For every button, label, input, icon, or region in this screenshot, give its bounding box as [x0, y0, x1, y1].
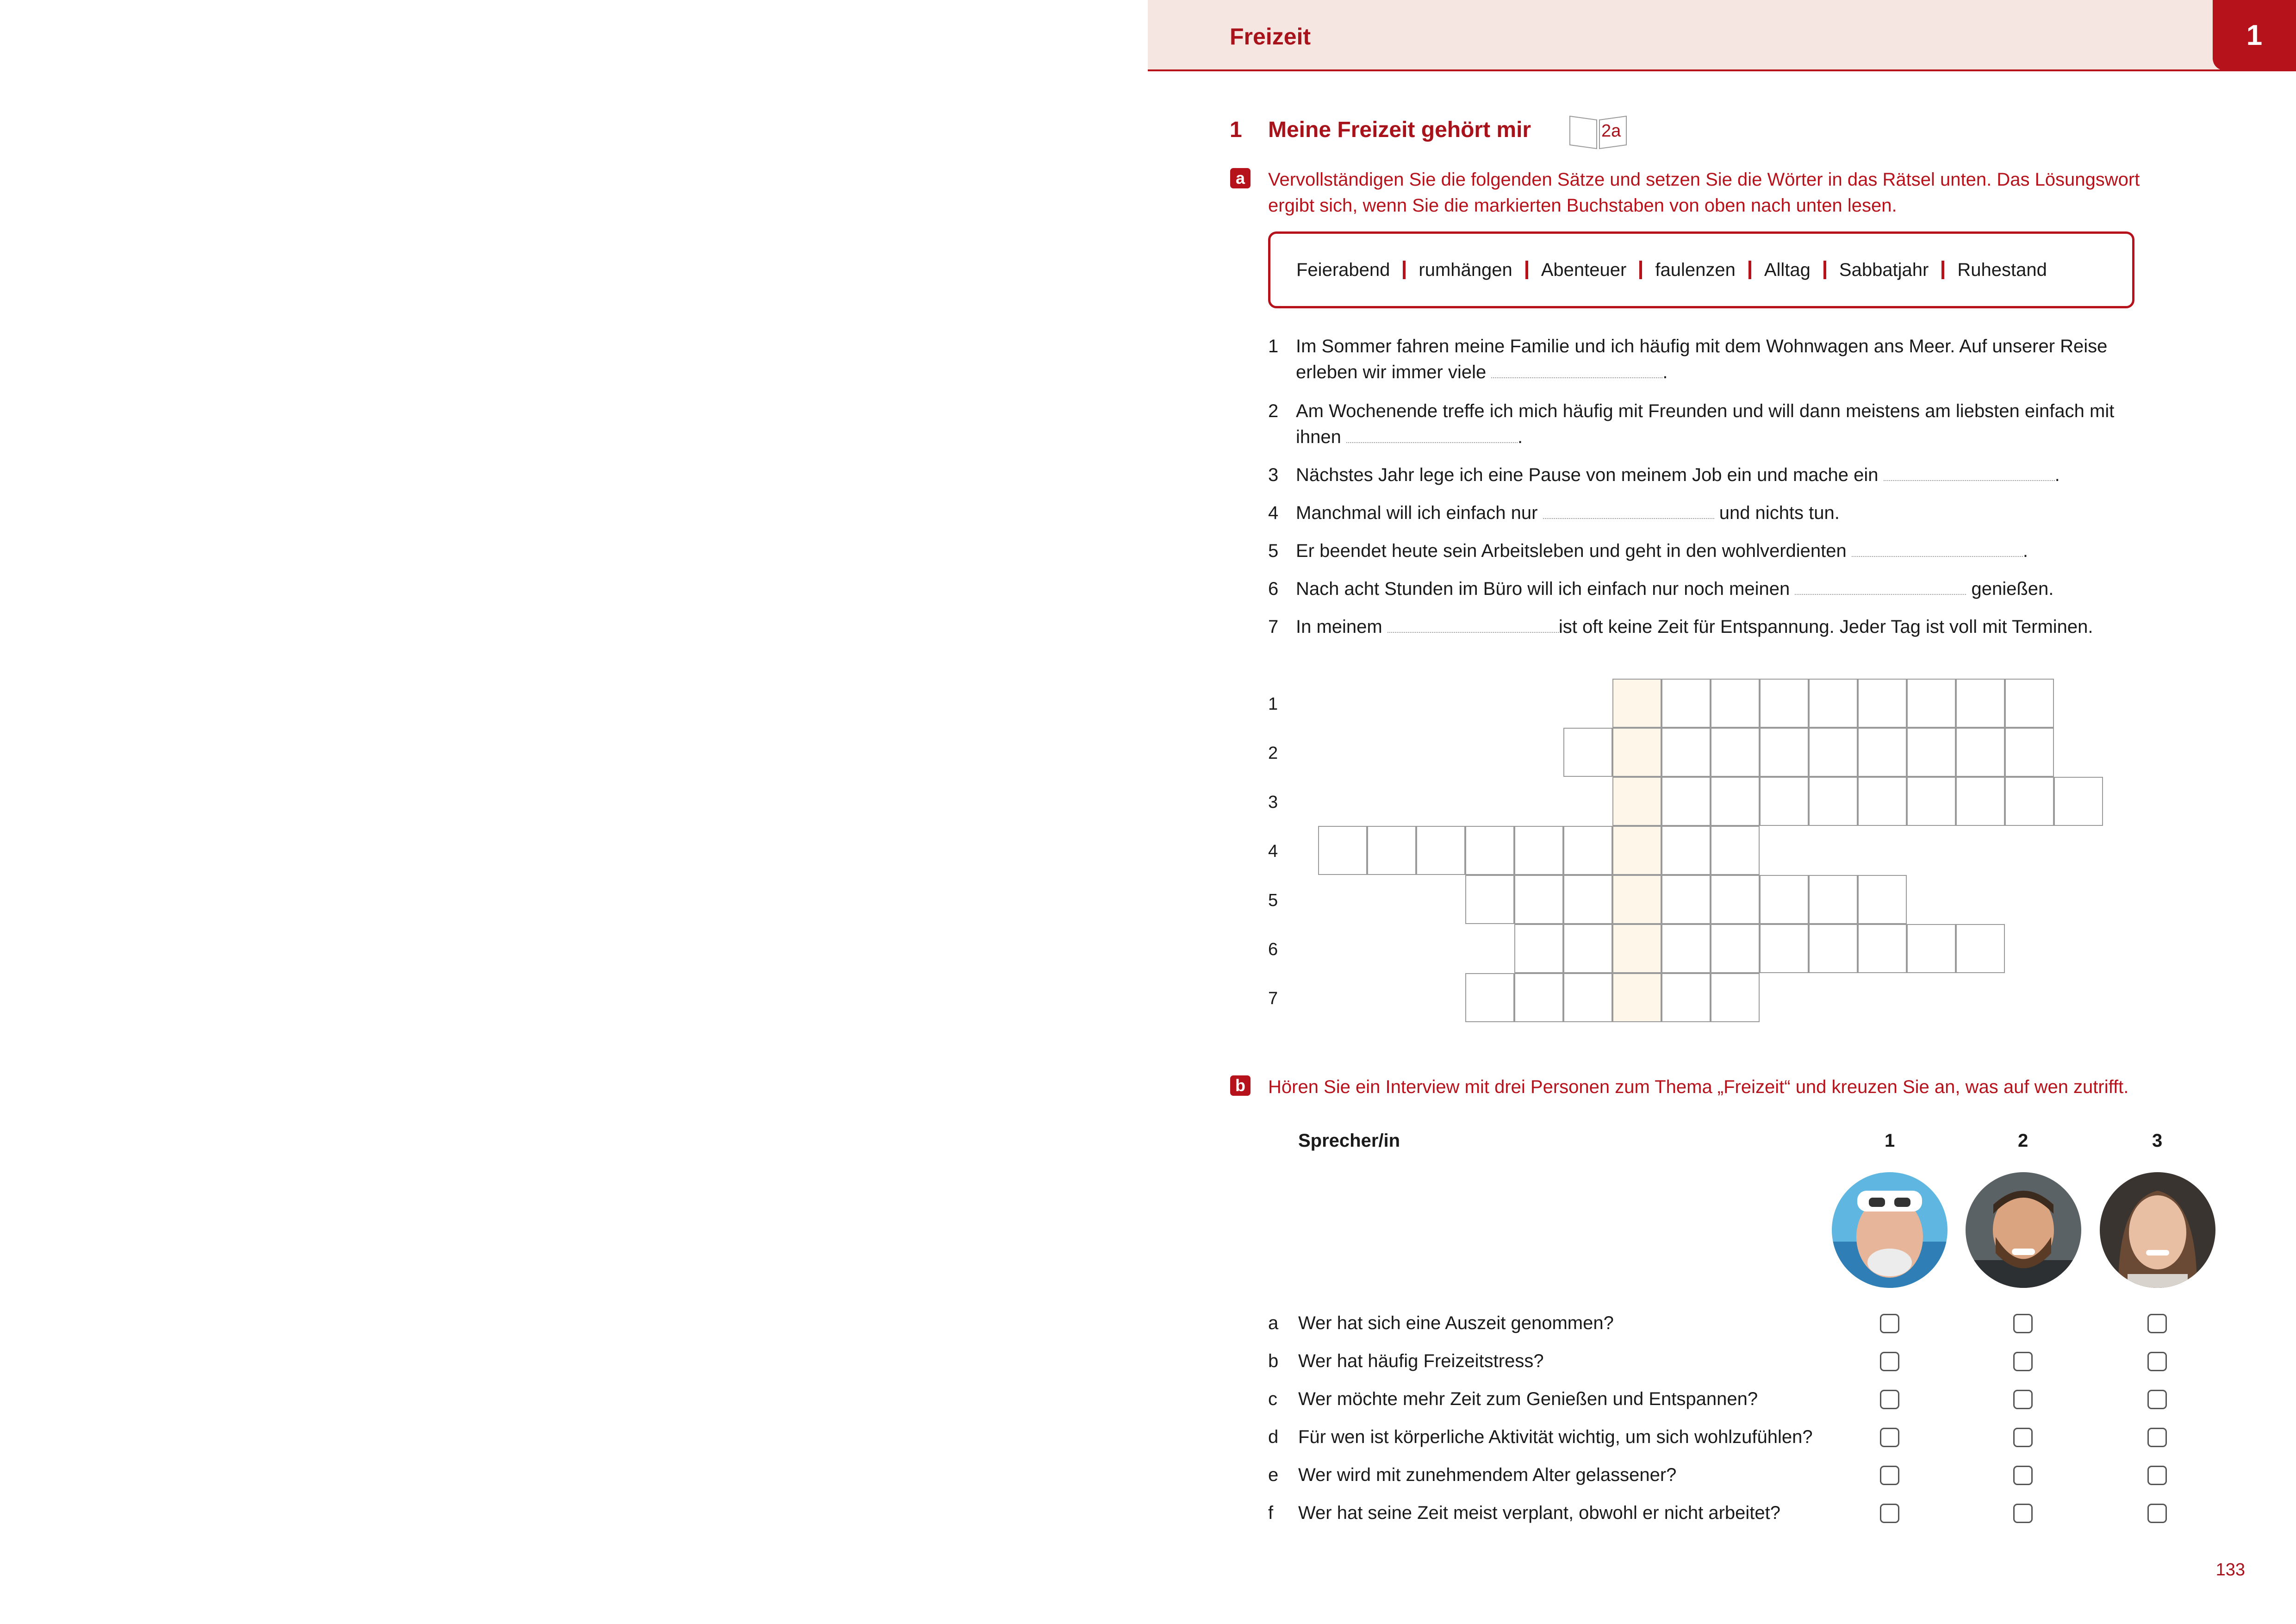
- crossword-cell[interactable]: [1711, 875, 1760, 924]
- crossword-solution-cell[interactable]: [1612, 728, 1661, 777]
- crossword-solution-cell[interactable]: [1612, 875, 1661, 924]
- crossword-row-number: 7: [1268, 989, 1278, 1008]
- crossword-cell[interactable]: [1563, 973, 1612, 1022]
- word-item: Ruhestand: [1957, 259, 2047, 280]
- question-letter: a: [1268, 1313, 1279, 1333]
- word-item: Alltag: [1764, 259, 1811, 280]
- crossword-cell[interactable]: [1318, 826, 1367, 875]
- question-text: Für wen ist körperliche Aktivität wichtig, um sich wohlzufühlen?: [1298, 1427, 1813, 1447]
- question-text: Wer hat seine Zeit meist verplant, obwohl er nicht arbeitet?: [1298, 1503, 1780, 1523]
- speaker-number-1: 1: [1885, 1131, 1895, 1151]
- speaker-3-checkbox[interactable]: [2147, 1314, 2167, 1333]
- crossword-row-number: 1: [1268, 694, 1278, 714]
- instruction-line: ergibt sich, wenn Sie die markierten Buchstaben von oben nach unten lesen.: [1268, 195, 1897, 216]
- crossword-cell[interactable]: [1956, 777, 2005, 826]
- crossword-cell[interactable]: [2005, 728, 2054, 777]
- word-item: Abenteuer: [1541, 259, 1627, 280]
- word-item: rumhängen: [1419, 259, 1512, 280]
- sentence-part: Am Wochenende treffe ich mich häufig mit Freunden und will dann meistens am liebsten einfach mit ihnen: [1296, 401, 2115, 447]
- crossword-cell[interactable]: [1760, 728, 1809, 777]
- crossword-cell[interactable]: [1858, 728, 1907, 777]
- crossword-cell[interactable]: [1416, 826, 1465, 875]
- page-number: 133: [2215, 1560, 2245, 1580]
- answer-blank[interactable]: [1543, 505, 1714, 519]
- crossword-solution-cell[interactable]: [1612, 826, 1661, 875]
- crossword-cell[interactable]: [2005, 777, 2054, 826]
- sentence-text: [1296, 614, 2147, 640]
- crossword-solution-cell[interactable]: [1612, 777, 1661, 826]
- crossword-cell[interactable]: [1956, 728, 2005, 777]
- crossword-row-number: 6: [1268, 940, 1278, 959]
- speaker-1-checkbox[interactable]: [1880, 1314, 1899, 1333]
- crossword-cell[interactable]: [1563, 728, 1612, 777]
- crossword-cell[interactable]: [1907, 728, 1956, 777]
- crossword-cell[interactable]: [1809, 777, 1858, 826]
- crossword-cell[interactable]: [1858, 679, 1907, 728]
- answer-blank[interactable]: [1884, 467, 2055, 481]
- sentence-text: [1296, 500, 2147, 526]
- crossword-cell[interactable]: [2005, 679, 2054, 728]
- crossword-cell[interactable]: [1465, 875, 1514, 924]
- crossword-cell[interactable]: [1465, 973, 1514, 1022]
- crossword-cell[interactable]: [1661, 826, 1711, 875]
- crossword-cell[interactable]: [1809, 728, 1858, 777]
- question-text: Wer möchte mehr Zeit zum Genießen und Entspannen?: [1298, 1389, 1758, 1409]
- speaker-1-checkbox[interactable]: [1880, 1390, 1899, 1409]
- word-separator: [1748, 261, 1751, 279]
- sentence-part: und nichts tun.: [1719, 503, 1840, 523]
- crossword-cell[interactable]: [1711, 728, 1760, 777]
- crossword-cell[interactable]: [1760, 875, 1809, 924]
- speaker-3-photo: [2100, 1172, 2215, 1288]
- sentence-part: Im Sommer fahren meine Familie und ich häufig mit dem Wohnwagen ans Meer. Auf unserer Reise erleben wir immer viele: [1296, 336, 2108, 382]
- word-separator: [1525, 261, 1528, 279]
- chapter-number-tab: 1: [2213, 0, 2296, 70]
- chapter-title: Freizeit: [1230, 24, 1311, 50]
- speaker-3-checkbox[interactable]: [2147, 1352, 2167, 1371]
- crossword-cell[interactable]: [1661, 924, 1711, 973]
- crossword-cell[interactable]: [1711, 924, 1760, 973]
- speaker-number-2: 2: [2018, 1131, 2028, 1151]
- speaker-2-photo: [1966, 1172, 2081, 1288]
- exercise-number: 1: [1230, 118, 1242, 142]
- crossword-row-number: 4: [1268, 842, 1278, 861]
- sentence-part: genießen.: [1971, 579, 2054, 599]
- crossword-cell[interactable]: [1760, 777, 1809, 826]
- sentence-number: 6: [1268, 579, 1279, 599]
- crossword-solution-cell[interactable]: [1612, 973, 1661, 1022]
- question-text: Wer hat häufig Freizeitstress?: [1298, 1351, 1544, 1371]
- sentence-text: [1296, 462, 2147, 488]
- crossword-cell[interactable]: [1858, 777, 1907, 826]
- question-letter: c: [1268, 1389, 1277, 1409]
- sentence-number: 2: [1268, 401, 1279, 421]
- sentence-text: [1296, 576, 2147, 602]
- sentence-part: Nächstes Jahr lege ich eine Pause von meinem Job ein und mache ein: [1296, 465, 1879, 485]
- word-box: [1268, 231, 2134, 308]
- speaker-3-checkbox[interactable]: [2147, 1466, 2167, 1485]
- instruction-line: Vervollständigen Sie die folgenden Sätze und setzen Sie die Wörter in das Rätsel unten. Das Lösungswort: [1268, 169, 2140, 190]
- crossword-row-number: 3: [1268, 793, 1278, 812]
- speaker-3-checkbox[interactable]: [2147, 1504, 2167, 1523]
- speaker-1-checkbox[interactable]: [1880, 1466, 1899, 1485]
- question-letter: e: [1268, 1465, 1279, 1485]
- task-a-instruction: [1268, 167, 2140, 219]
- crossword-cell[interactable]: [2054, 777, 2103, 826]
- crossword-cell[interactable]: [1563, 826, 1612, 875]
- sentence-part: .: [2054, 465, 2060, 485]
- question-letter: f: [1268, 1503, 1274, 1523]
- word-separator: [1941, 261, 1944, 279]
- workbook-page: [1148, 0, 2296, 1624]
- crossword-cell[interactable]: [1711, 679, 1760, 728]
- answer-blank[interactable]: [1491, 364, 1662, 378]
- answer-blank[interactable]: [1795, 581, 1966, 595]
- task-a-badge: a: [1230, 168, 1251, 188]
- speaker-1-checkbox[interactable]: [1880, 1428, 1899, 1447]
- crossword-cell[interactable]: [1661, 728, 1711, 777]
- task-b-badge: b: [1230, 1075, 1251, 1096]
- speaker-3-checkbox[interactable]: [2147, 1390, 2167, 1409]
- question-text: Wer hat sich eine Auszeit genommen?: [1298, 1313, 1614, 1333]
- word-item: Feierabend: [1296, 259, 1390, 280]
- crossword-cell[interactable]: [1907, 679, 1956, 728]
- word-item: Sabbatjahr: [1839, 259, 1929, 280]
- answer-blank[interactable]: [1346, 429, 1518, 443]
- crossword-cell[interactable]: [1809, 679, 1858, 728]
- crossword-cell[interactable]: [1563, 924, 1612, 973]
- sentence-part: In meinem: [1296, 617, 1382, 637]
- exercise-title: Meine Freizeit gehört mir: [1268, 118, 1531, 142]
- speaker-3-checkbox[interactable]: [2147, 1428, 2167, 1447]
- crossword-cell[interactable]: [1465, 826, 1514, 875]
- crossword-cell[interactable]: [1514, 973, 1563, 1022]
- crossword-solution-cell[interactable]: [1612, 679, 1661, 728]
- crossword-cell[interactable]: [1514, 875, 1563, 924]
- task-b-instruction: Hören Sie ein Interview mit drei Personen zum Thema „Freizeit“ und kreuzen Sie an, was auf wen zutrifft.: [1268, 1077, 2129, 1097]
- sentence-part: Er beendet heute sein Arbeitsleben und geht in den wohlverdienten: [1296, 541, 1847, 561]
- sentence-text: [1296, 538, 2147, 564]
- speaker-1-checkbox[interactable]: [1880, 1504, 1899, 1523]
- sentence-number: 5: [1268, 541, 1279, 561]
- speaker-2-checkbox[interactable]: [2013, 1504, 2033, 1523]
- speaker-1-photo: [1832, 1172, 1948, 1288]
- word-item: faulenzen: [1655, 259, 1736, 280]
- sentence-part: .: [1518, 427, 1523, 447]
- crossword-cell[interactable]: [1661, 973, 1711, 1022]
- sentence-text: [1296, 333, 2147, 385]
- crossword-cell[interactable]: [1809, 875, 1858, 924]
- crossword-cell[interactable]: [1907, 777, 1956, 826]
- crossword-cell[interactable]: [1956, 924, 2005, 973]
- crossword-cell[interactable]: [1907, 924, 1956, 973]
- crossword-cell[interactable]: [1563, 875, 1612, 924]
- answer-blank[interactable]: [1852, 543, 2023, 557]
- page-header: [1148, 0, 2296, 71]
- speaker-1-checkbox[interactable]: [1880, 1352, 1899, 1371]
- sentence-part: .: [1662, 362, 1668, 382]
- crossword-cell[interactable]: [1711, 973, 1760, 1022]
- crossword-cell[interactable]: [1760, 679, 1809, 728]
- crossword-cell[interactable]: [1858, 875, 1907, 924]
- sentence-number: 3: [1268, 465, 1279, 485]
- speaker-2-checkbox[interactable]: [2013, 1466, 2033, 1485]
- sentence-number: 4: [1268, 503, 1279, 523]
- crossword-cell[interactable]: [1661, 679, 1711, 728]
- crossword-cell[interactable]: [1760, 924, 1809, 973]
- crossword-cell[interactable]: [1711, 777, 1760, 826]
- speaker-2-checkbox[interactable]: [2013, 1390, 2033, 1409]
- sentence-part: Nach acht Stunden im Büro will ich einfach nur noch meinen: [1296, 579, 1790, 599]
- speaker-2-checkbox[interactable]: [2013, 1352, 2033, 1371]
- word-separator: [1403, 261, 1406, 279]
- crossword-solution-cell[interactable]: [1612, 924, 1661, 973]
- answer-blank[interactable]: [1388, 619, 1559, 633]
- question-letter: d: [1268, 1427, 1279, 1447]
- crossword-cell[interactable]: [1858, 924, 1907, 973]
- crossword-cell[interactable]: [1956, 679, 2005, 728]
- sentence-text: [1296, 398, 2147, 450]
- crossword-cell[interactable]: [1809, 924, 1858, 973]
- speaker-header: Sprecher/in: [1298, 1131, 1400, 1151]
- sentence-number: 7: [1268, 617, 1279, 637]
- crossword-cell[interactable]: [1514, 924, 1563, 973]
- crossword-row-number: 2: [1268, 743, 1278, 763]
- word-separator: [1823, 261, 1826, 279]
- crossword-row-number: 5: [1268, 891, 1278, 910]
- book-reference: 2a: [1601, 121, 1621, 141]
- crossword-cell[interactable]: [1661, 777, 1711, 826]
- crossword-cell[interactable]: [1514, 826, 1563, 875]
- crossword-cell[interactable]: [1661, 875, 1711, 924]
- speaker-2-checkbox[interactable]: [2013, 1314, 2033, 1333]
- speaker-number-3: 3: [2152, 1131, 2163, 1151]
- sentence-part: Manchmal will ich einfach nur: [1296, 503, 1538, 523]
- question-text: Wer wird mit zunehmendem Alter gelassener?: [1298, 1465, 1677, 1485]
- crossword-cell[interactable]: [1367, 826, 1416, 875]
- sentence-number: 1: [1268, 336, 1279, 356]
- question-letter: b: [1268, 1351, 1279, 1371]
- speaker-2-checkbox[interactable]: [2013, 1428, 2033, 1447]
- sentence-part: .: [2022, 541, 2028, 561]
- crossword-cell[interactable]: [1711, 826, 1760, 875]
- word-separator: [1639, 261, 1642, 279]
- sentence-part: ist oft keine Zeit für Entspannung. Jeder Tag ist voll mit Terminen.: [1558, 617, 2093, 637]
